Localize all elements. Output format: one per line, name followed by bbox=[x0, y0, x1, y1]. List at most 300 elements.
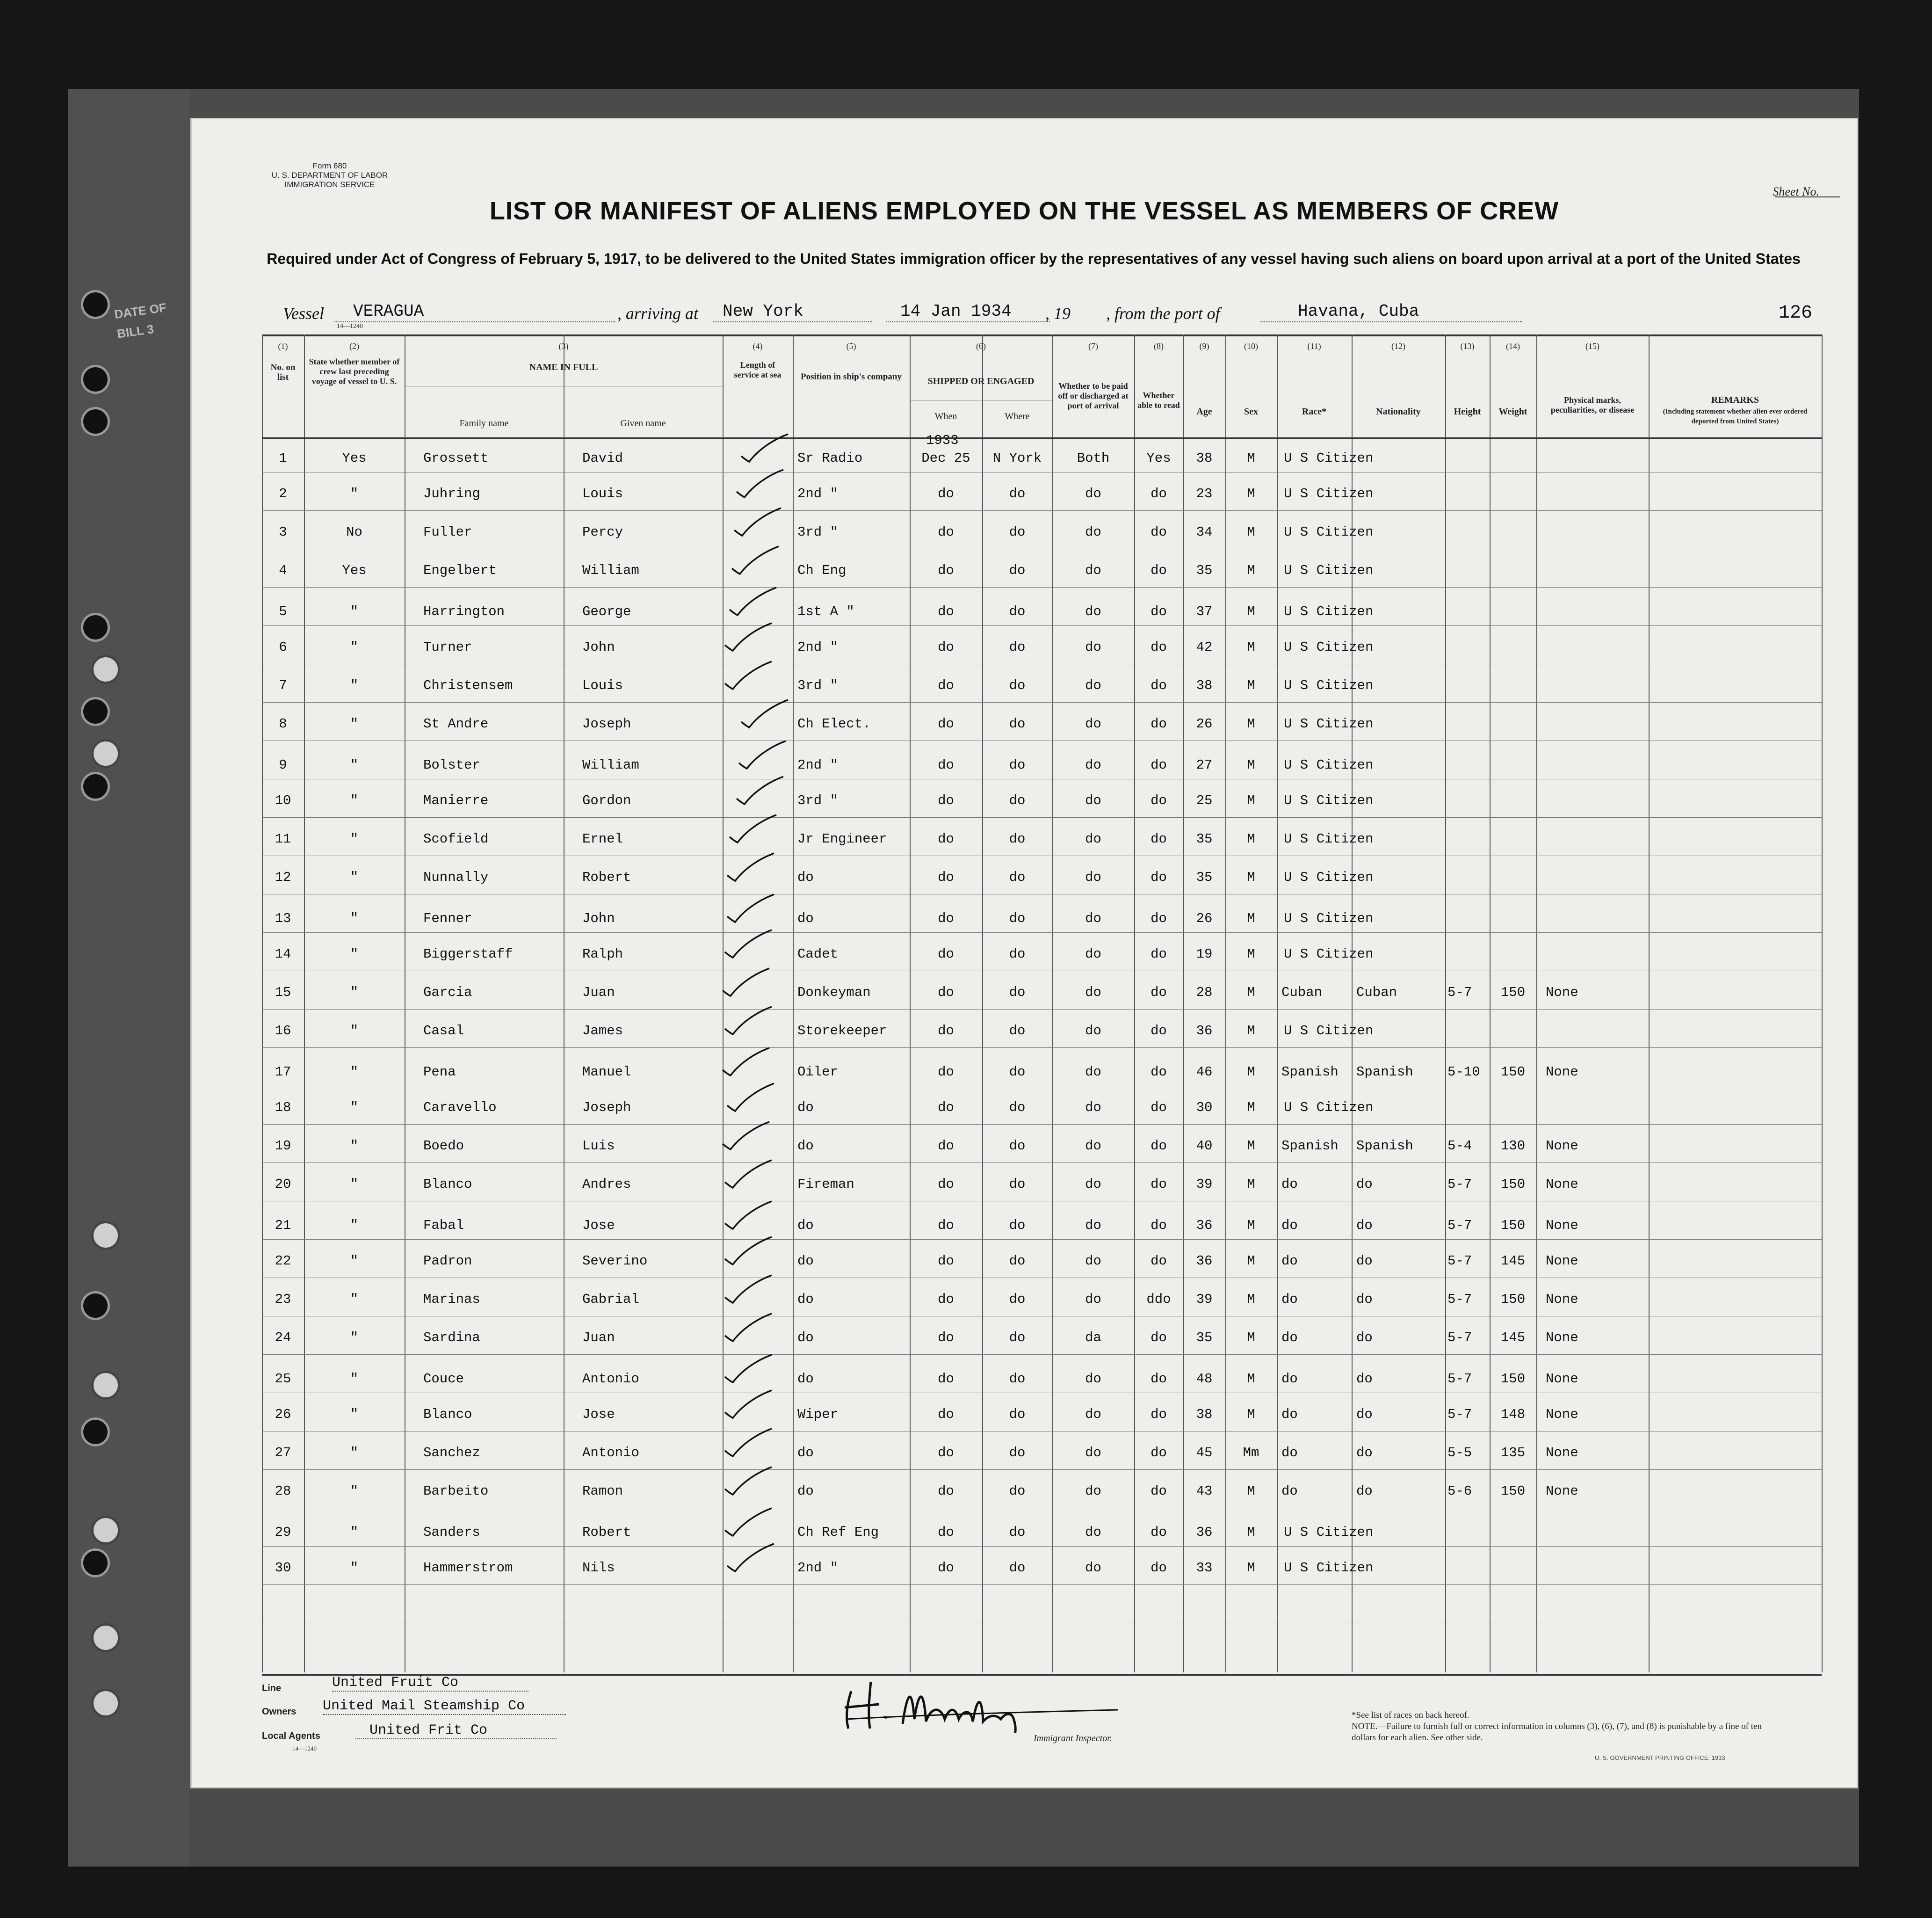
cell-no: 30 bbox=[275, 1560, 291, 1576]
cell-when: do bbox=[938, 757, 954, 773]
cell-race: U S Citizen bbox=[1284, 604, 1374, 619]
cell-position: do bbox=[797, 1483, 814, 1499]
punch-hole bbox=[91, 739, 120, 768]
owners-label: Owners bbox=[262, 1707, 297, 1717]
cell-marks: None bbox=[1546, 1177, 1578, 1192]
form-sub-code: 14—1240 bbox=[337, 323, 363, 330]
cell-sex: M bbox=[1247, 604, 1255, 619]
cell-position: Wiper bbox=[797, 1407, 839, 1422]
cell-marks: None bbox=[1546, 1138, 1578, 1154]
cell-position: Ch Eng bbox=[797, 563, 847, 578]
cell-race: U S Citizen bbox=[1284, 450, 1374, 466]
cell-no: 18 bbox=[275, 1100, 291, 1115]
cell-paid: do bbox=[1085, 524, 1101, 540]
header-sex: Sex bbox=[1244, 407, 1258, 417]
cell-marks: None bbox=[1546, 1407, 1578, 1422]
cell-given: Jose bbox=[582, 1218, 615, 1233]
cell-when: do bbox=[938, 563, 954, 578]
cell-nat: do bbox=[1356, 1407, 1373, 1422]
cell-read: do bbox=[1151, 1253, 1167, 1269]
cell-position: do bbox=[797, 1330, 814, 1345]
cell-no: 11 bbox=[275, 831, 291, 847]
cell-nat: do bbox=[1356, 1292, 1373, 1307]
voyage-line bbox=[283, 302, 1836, 325]
cell-where: do bbox=[1009, 757, 1026, 773]
header-name-in-full: NAME IN FULL bbox=[529, 362, 598, 372]
cell-where: do bbox=[1009, 524, 1026, 540]
cell-sex: M bbox=[1247, 1023, 1255, 1039]
column-divider bbox=[793, 334, 794, 1672]
vessel-name: VERAGUA bbox=[334, 302, 615, 322]
punch-hole bbox=[81, 290, 110, 319]
cell-given: David bbox=[582, 450, 623, 466]
cell-paid: do bbox=[1085, 563, 1101, 578]
cell-position: do bbox=[797, 911, 814, 926]
cell-given: Percy bbox=[582, 524, 623, 540]
cell-race: do bbox=[1281, 1407, 1298, 1422]
department-name: U. S. DEPARTMENT OF LABOR bbox=[271, 171, 388, 180]
header-weight: Weight bbox=[1498, 407, 1527, 417]
cell-family: Hammerstrom bbox=[423, 1560, 513, 1576]
cell-read: do bbox=[1151, 1525, 1167, 1540]
cell-position: do bbox=[797, 1218, 814, 1233]
faded-stamp: DATE OF BILL 3 bbox=[113, 300, 167, 341]
cell-given: Jose bbox=[582, 1407, 615, 1422]
checkmark-icon bbox=[720, 966, 772, 999]
row-divider bbox=[262, 1584, 1822, 1585]
cell-prev: " bbox=[350, 911, 359, 926]
cell-paid: do bbox=[1085, 1292, 1101, 1307]
cell-given: Luis bbox=[582, 1138, 615, 1154]
cell-sex: M bbox=[1247, 911, 1255, 926]
cell-given: Juan bbox=[582, 1330, 615, 1345]
cell-where: do bbox=[1009, 563, 1026, 578]
column-number: (7) bbox=[1088, 341, 1098, 351]
cell-no: 2 bbox=[279, 486, 287, 501]
cell-race: do bbox=[1281, 1292, 1298, 1307]
cell-prev: Yes bbox=[342, 563, 367, 578]
checkmark-icon bbox=[739, 432, 790, 465]
cell-prev: " bbox=[350, 1064, 359, 1080]
cell-height: 5-7 bbox=[1447, 1253, 1472, 1269]
cell-nat: Spanish bbox=[1356, 1064, 1413, 1080]
cell-position: Sr Radio bbox=[797, 450, 863, 466]
row-divider bbox=[262, 625, 1822, 626]
cell-when: do bbox=[938, 1560, 954, 1576]
cell-paid: do bbox=[1085, 486, 1101, 501]
cell-family: Padron bbox=[423, 1253, 472, 1269]
departure-port: Havana, Cuba bbox=[1260, 302, 1522, 322]
checkmark-icon bbox=[727, 585, 779, 618]
cell-no: 17 bbox=[275, 1064, 291, 1080]
header-when: When bbox=[934, 411, 957, 421]
cell-paid: do bbox=[1085, 1023, 1101, 1039]
cell-when: do bbox=[938, 1330, 954, 1345]
cell-prev: " bbox=[350, 1560, 359, 1576]
cell-race: do bbox=[1281, 1253, 1298, 1269]
manifest-sheet bbox=[192, 119, 1857, 1787]
cell-when: do bbox=[938, 604, 954, 619]
cell-age: 38 bbox=[1196, 678, 1213, 693]
punch-hole bbox=[81, 772, 110, 801]
cell-sex: M bbox=[1247, 716, 1255, 732]
column-divider bbox=[1490, 334, 1491, 1672]
cell-no: 16 bbox=[275, 1023, 291, 1039]
header-height: Height bbox=[1454, 407, 1481, 417]
cell-age: 45 bbox=[1196, 1445, 1213, 1460]
column-divider bbox=[1649, 334, 1650, 1672]
cell-given: Louis bbox=[582, 678, 623, 693]
header-able-to-read: Whether able to read bbox=[1137, 391, 1180, 410]
header-age: Age bbox=[1196, 407, 1212, 417]
cell-read: do bbox=[1151, 1560, 1167, 1576]
cell-paid: do bbox=[1085, 985, 1101, 1000]
cell-when: do bbox=[938, 716, 954, 732]
header-remarks-detail: (Including statement whether alien ever ordered deported from United States) bbox=[1663, 408, 1808, 425]
cell-where: do bbox=[1009, 1525, 1026, 1540]
cell-no: 13 bbox=[275, 911, 291, 926]
cell-given: Robert bbox=[582, 870, 631, 885]
cell-where: do bbox=[1009, 716, 1026, 732]
cell-when: do bbox=[938, 1483, 954, 1499]
cell-read: do bbox=[1151, 1371, 1167, 1387]
cell-height: 5-7 bbox=[1447, 1407, 1472, 1422]
cell-weight: 150 bbox=[1500, 1371, 1526, 1387]
cell-where: do bbox=[1009, 793, 1026, 808]
cell-position: Fireman bbox=[797, 1177, 854, 1192]
cell-weight: 150 bbox=[1500, 1292, 1526, 1307]
cell-where: do bbox=[1009, 604, 1026, 619]
cell-read: ddo bbox=[1146, 1292, 1171, 1307]
column-number: (5) bbox=[846, 341, 856, 351]
row-divider bbox=[262, 1009, 1822, 1010]
cell-read: do bbox=[1151, 678, 1167, 693]
cell-given: John bbox=[582, 911, 615, 926]
row-divider bbox=[262, 1354, 1822, 1355]
cell-sex: M bbox=[1247, 1407, 1255, 1422]
cell-race: U S Citizen bbox=[1284, 831, 1374, 847]
checkmark-icon bbox=[739, 697, 790, 730]
checkmark-icon bbox=[725, 1081, 776, 1114]
row-divider bbox=[262, 817, 1822, 818]
cell-paid: do bbox=[1085, 1525, 1101, 1540]
cell-given: William bbox=[582, 563, 639, 578]
cell-when: do bbox=[938, 1525, 954, 1540]
cell-weight: 148 bbox=[1500, 1407, 1526, 1422]
cell-family: Christensem bbox=[423, 678, 513, 693]
checkmark-icon bbox=[723, 1158, 774, 1191]
cell-no: 12 bbox=[275, 870, 291, 885]
cell-race: do bbox=[1281, 1483, 1298, 1499]
cell-prev: " bbox=[350, 1023, 359, 1039]
cell-read: do bbox=[1151, 1483, 1167, 1499]
cell-position: 2nd " bbox=[797, 1560, 839, 1576]
cell-read: do bbox=[1151, 604, 1167, 619]
service-name: IMMIGRATION SERVICE bbox=[284, 180, 375, 189]
cell-sex: M bbox=[1247, 1292, 1255, 1307]
cell-height: 5-4 bbox=[1447, 1138, 1472, 1154]
checkmark-icon bbox=[723, 1426, 774, 1459]
cell-nat: do bbox=[1356, 1218, 1373, 1233]
cell-sex: M bbox=[1247, 639, 1255, 655]
checkmark-icon bbox=[723, 1352, 774, 1385]
cell-weight: 145 bbox=[1500, 1330, 1526, 1345]
cell-no: 14 bbox=[275, 946, 291, 962]
cell-age: 23 bbox=[1196, 486, 1213, 501]
cell-no: 22 bbox=[275, 1253, 291, 1269]
cell-sex: M bbox=[1247, 946, 1255, 962]
checkmark-icon bbox=[720, 1046, 772, 1078]
cell-prev: " bbox=[350, 1407, 359, 1422]
cell-no: 8 bbox=[279, 716, 287, 732]
checkmark-icon bbox=[725, 851, 776, 884]
cell-given: George bbox=[582, 604, 631, 619]
checkmark-icon bbox=[723, 1199, 774, 1232]
document-number: 126 bbox=[1778, 303, 1812, 324]
cell-prev: " bbox=[350, 1445, 359, 1460]
cell-marks: None bbox=[1546, 1253, 1578, 1269]
cell-prev: Yes bbox=[342, 450, 367, 466]
cell-read: do bbox=[1151, 757, 1167, 773]
row-divider bbox=[262, 702, 1822, 703]
cell-age: 48 bbox=[1196, 1371, 1213, 1387]
cell-height: 5-7 bbox=[1447, 1371, 1472, 1387]
cell-paid: do bbox=[1085, 1177, 1101, 1192]
cell-read: do bbox=[1151, 1445, 1167, 1460]
header-remarks: REMARKS bbox=[1711, 395, 1759, 405]
checkmark-icon bbox=[723, 1004, 774, 1037]
cell-when: do bbox=[938, 524, 954, 540]
column-number: (12) bbox=[1391, 341, 1405, 351]
cell-position: 1st A " bbox=[797, 604, 854, 619]
cell-given: Severino bbox=[582, 1253, 648, 1269]
cell-family: Grossett bbox=[423, 450, 489, 466]
header-length-of-service: Length of service at sea bbox=[734, 360, 781, 379]
column-number: (8) bbox=[1154, 341, 1164, 351]
cell-position: Ch Elect. bbox=[797, 716, 871, 732]
cell-where: N York bbox=[992, 450, 1042, 466]
cell-prev: " bbox=[350, 1292, 359, 1307]
cell-paid: do bbox=[1085, 870, 1101, 885]
cell-paid: do bbox=[1085, 1064, 1101, 1080]
cell-age: 35 bbox=[1196, 563, 1213, 578]
cell-no: 7 bbox=[279, 678, 287, 693]
sheet-no-label: Sheet No. bbox=[1773, 185, 1819, 198]
cell-race: U S Citizen bbox=[1284, 639, 1374, 655]
cell-marks: None bbox=[1546, 1483, 1578, 1499]
row-divider bbox=[262, 1124, 1822, 1125]
cell-sex: M bbox=[1247, 1177, 1255, 1192]
checkmark-icon bbox=[723, 1273, 774, 1306]
cell-position: do bbox=[797, 1371, 814, 1387]
cell-sex: Mm bbox=[1243, 1445, 1259, 1460]
cell-paid: do bbox=[1085, 1138, 1101, 1154]
row-divider bbox=[262, 1162, 1822, 1163]
cell-where: do bbox=[1009, 1483, 1026, 1499]
cell-when: do bbox=[938, 1218, 954, 1233]
cell-position: do bbox=[797, 1445, 814, 1460]
arriving-label: , arriving at bbox=[617, 304, 699, 323]
cell-prev: " bbox=[350, 1253, 359, 1269]
header-given-name: Given name bbox=[620, 418, 666, 429]
cell-age: 39 bbox=[1196, 1177, 1213, 1192]
punch-hole bbox=[91, 1623, 120, 1652]
cell-given: Gabrial bbox=[582, 1292, 639, 1307]
cell-given: Joseph bbox=[582, 716, 631, 732]
row-divider bbox=[262, 1469, 1822, 1470]
cell-race: U S Citizen bbox=[1284, 911, 1374, 926]
cell-position: Donkeyman bbox=[797, 985, 871, 1000]
cell-no: 24 bbox=[275, 1330, 291, 1345]
inspector-signature bbox=[832, 1663, 1122, 1733]
year-label: , 19 bbox=[1045, 304, 1071, 323]
cell-family: Blanco bbox=[423, 1407, 472, 1422]
column-number: (2) bbox=[349, 341, 359, 351]
cell-family: Biggerstaff bbox=[423, 946, 513, 962]
cell-family: Sanchez bbox=[423, 1445, 480, 1460]
cell-age: 39 bbox=[1196, 1292, 1213, 1307]
cell-when: do bbox=[938, 911, 954, 926]
cell-no: 26 bbox=[275, 1407, 291, 1422]
column-number: (10) bbox=[1244, 341, 1258, 351]
cell-age: 42 bbox=[1196, 639, 1213, 655]
cell-family: Manierre bbox=[423, 793, 489, 808]
cell-paid: do bbox=[1085, 757, 1101, 773]
cell-position: do bbox=[797, 1253, 814, 1269]
arrival-port: New York bbox=[713, 302, 872, 322]
cell-where: do bbox=[1009, 946, 1026, 962]
cell-read: do bbox=[1151, 831, 1167, 847]
column-number: (3) bbox=[558, 341, 569, 351]
cell-sex: M bbox=[1247, 678, 1255, 693]
cell-when: do bbox=[938, 1177, 954, 1192]
punch-hole bbox=[81, 697, 110, 726]
cell-read: do bbox=[1151, 1407, 1167, 1422]
form-identifier bbox=[262, 161, 398, 189]
cell-weight: 150 bbox=[1500, 1483, 1526, 1499]
cell-when: do bbox=[938, 1253, 954, 1269]
cell-read: do bbox=[1151, 486, 1167, 501]
cell-family: St Andre bbox=[423, 716, 489, 732]
cell-age: 36 bbox=[1196, 1253, 1213, 1269]
cell-race: Cuban bbox=[1281, 985, 1323, 1000]
cell-family: Marinas bbox=[423, 1292, 480, 1307]
cell-given: Ramon bbox=[582, 1483, 623, 1499]
column-number: (13) bbox=[1460, 341, 1475, 351]
cell-prev: " bbox=[350, 946, 359, 962]
cell-age: 46 bbox=[1196, 1064, 1213, 1080]
cell-no: 29 bbox=[275, 1525, 291, 1540]
cell-where: do bbox=[1009, 1100, 1026, 1115]
cell-paid: do bbox=[1085, 1253, 1101, 1269]
cell-paid: do bbox=[1085, 1483, 1101, 1499]
cell-position: 2nd " bbox=[797, 639, 839, 655]
checkmark-icon bbox=[723, 1465, 774, 1497]
column-number: (1) bbox=[278, 341, 288, 351]
cell-when: do bbox=[938, 486, 954, 501]
cell-no: 21 bbox=[275, 1218, 291, 1233]
cell-family: Nunnally bbox=[423, 870, 489, 885]
cell-given: William bbox=[582, 757, 639, 773]
cell-prev: " bbox=[350, 1138, 359, 1154]
cell-position: 3rd " bbox=[797, 678, 839, 693]
cell-paid: do bbox=[1085, 1560, 1101, 1576]
cell-position: do bbox=[797, 1100, 814, 1115]
shipped-year: 1933 bbox=[926, 433, 959, 448]
cell-where: do bbox=[1009, 1064, 1026, 1080]
row-divider bbox=[262, 587, 1822, 588]
header-family-name: Family name bbox=[459, 418, 509, 429]
cell-prev: " bbox=[350, 870, 359, 885]
cell-prev: " bbox=[350, 639, 359, 655]
form-number: Form 680 bbox=[312, 161, 347, 170]
column-divider bbox=[1822, 334, 1823, 1672]
cell-weight: 150 bbox=[1500, 1177, 1526, 1192]
cell-nat: do bbox=[1356, 1445, 1373, 1460]
checkmark-icon bbox=[737, 739, 788, 771]
cell-prev: " bbox=[350, 1371, 359, 1387]
cell-age: 26 bbox=[1196, 716, 1213, 732]
cell-race: U S Citizen bbox=[1284, 678, 1374, 693]
cell-where: do bbox=[1009, 911, 1026, 926]
punch-hole bbox=[81, 613, 110, 642]
agents-code: 14—1240 bbox=[292, 1745, 317, 1752]
cell-paid: do bbox=[1085, 716, 1101, 732]
cell-marks: None bbox=[1546, 1445, 1578, 1460]
cell-family: Casal bbox=[423, 1023, 464, 1039]
header-race: Race* bbox=[1302, 407, 1327, 417]
cell-weight: 150 bbox=[1500, 1218, 1526, 1233]
cell-sex: M bbox=[1247, 450, 1255, 466]
cell-height: 5-6 bbox=[1447, 1483, 1472, 1499]
cell-position: 2nd " bbox=[797, 757, 839, 773]
row-divider bbox=[262, 1239, 1822, 1240]
cell-height: 5-7 bbox=[1447, 1218, 1472, 1233]
checkmark-icon bbox=[723, 1388, 774, 1421]
cell-where: do bbox=[1009, 1407, 1026, 1422]
cell-height: 5-7 bbox=[1447, 985, 1472, 1000]
cell-when: do bbox=[938, 1292, 954, 1307]
local-agents-value: United Frit Co bbox=[355, 1722, 557, 1739]
cell-age: 35 bbox=[1196, 870, 1213, 885]
cell-read: do bbox=[1151, 870, 1167, 885]
cell-weight: 150 bbox=[1500, 1064, 1526, 1080]
cell-prev: " bbox=[350, 604, 359, 619]
cell-nat: do bbox=[1356, 1483, 1373, 1499]
punch-hole bbox=[81, 1291, 110, 1320]
cell-family: Boedo bbox=[423, 1138, 464, 1154]
cell-read: do bbox=[1151, 1330, 1167, 1345]
cell-where: do bbox=[1009, 1330, 1026, 1345]
cell-read: do bbox=[1151, 1023, 1167, 1039]
checkmark-icon bbox=[720, 1119, 772, 1152]
cell-where: do bbox=[1009, 1445, 1026, 1460]
cell-read: do bbox=[1151, 639, 1167, 655]
cell-race: U S Citizen bbox=[1284, 757, 1374, 773]
cell-age: 37 bbox=[1196, 604, 1213, 619]
cell-paid: do bbox=[1085, 1218, 1101, 1233]
cell-no: 1 bbox=[279, 450, 287, 466]
header-previous-voyage: State whether member of crew last preceding voyage of vessel to U. S. bbox=[309, 357, 400, 386]
arrival-date: 14 Jan 1934 bbox=[886, 302, 1050, 322]
cell-race: do bbox=[1281, 1177, 1298, 1192]
cell-family: Scofield bbox=[423, 831, 489, 847]
cell-race: U S Citizen bbox=[1284, 716, 1374, 732]
cell-given: John bbox=[582, 639, 615, 655]
cell-given: Antonio bbox=[582, 1371, 639, 1387]
checkmark-icon bbox=[732, 506, 783, 538]
cell-given: Antonio bbox=[582, 1445, 639, 1460]
